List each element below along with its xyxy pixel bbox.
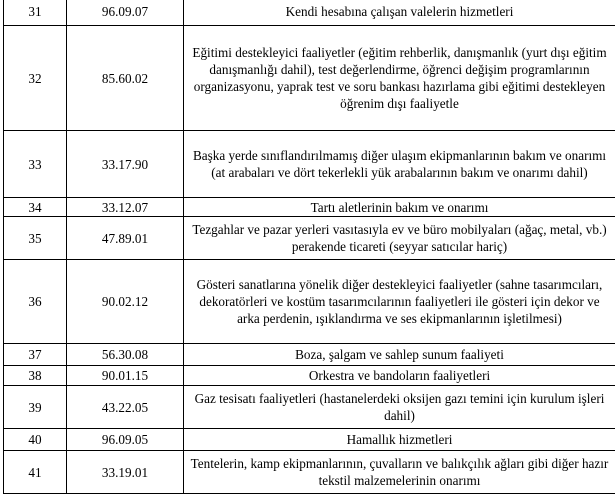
activity-code-table (3, 0, 615, 494)
table-row (4, 0, 615, 26)
activity-description: Kendi hesabına çalışan valelerin hizmetleri (184, 0, 615, 26)
nace-code: 85.60.02 (67, 26, 184, 131)
nace-code: 33.19.01 (67, 451, 184, 494)
table-row (4, 386, 615, 429)
activity-description: Eğitimi destekleyici faaliyetler (eğitim rehberlik, danışmanlık (yurt dışı eğitim danışmanlığı dahil), test değerlendirme, öğrenci değişim programlarının organizasyonu, yaprak test ve soru bankası hazırlama gibi eğitimi destekleyen öğrenim dışı faaliyetle (184, 26, 615, 131)
row-number: 32 (4, 26, 67, 131)
table-row (4, 344, 615, 366)
table-row (4, 451, 615, 494)
table-row (4, 26, 615, 131)
activity-description: Boza, şalgam ve sahlep sunum faaliyeti (184, 344, 615, 366)
activity-description: Tezgahlar ve pazar yerleri vasıtasıyla ev ve büro mobilyaları (ağaç, metal, vb.) perakende ticareti (seyyar satıcılar hariç) (184, 217, 615, 260)
activity-description: Gösteri sanatlarına yönelik diğer destekleyici faaliyetler (sahne tasarımcıları, dekoratörleri ve kostüm tasarımcılarının faaliyetleri ile gösteri için dekor ve arka perdenin, ışıklandırma ve ses ekipmanlarının işletilmesi) (184, 260, 615, 344)
row-number: 40 (4, 429, 67, 451)
nace-code: 56.30.08 (67, 344, 184, 366)
activity-description: Başka yerde sınıflandırılmamış diğer ulaşım ekipmanlarının bakım ve onarımı (at arabaları ve dört tekerlekli yük arabalarının bakım ve onarımı dahil) (184, 131, 615, 198)
table-row (4, 260, 615, 344)
table-row (4, 366, 615, 386)
table-row (4, 429, 615, 451)
nace-code: 90.01.15 (67, 366, 184, 386)
row-number: 35 (4, 217, 67, 260)
nace-code: 90.02.12 (67, 260, 184, 344)
table-row (4, 131, 615, 198)
row-number: 36 (4, 260, 67, 344)
activity-description: Tentelerin, kamp ekipmanlarının, çuvalların ve balıkçılık ağları gibi diğer hazır tekstil malzemelerinin onarımı (184, 451, 615, 494)
nace-code: 43.22.05 (67, 386, 184, 429)
activity-description: Orkestra ve bandoların faaliyetleri (184, 366, 615, 386)
table-row (4, 217, 615, 260)
row-number: 39 (4, 386, 67, 429)
activity-description: Hamallık hizmetleri (184, 429, 615, 451)
nace-code: 33.12.07 (67, 198, 184, 217)
row-number: 41 (4, 451, 67, 494)
row-number: 31 (4, 0, 67, 26)
row-number: 34 (4, 198, 67, 217)
activity-description: Tartı aletlerinin bakım ve onarımı (184, 198, 615, 217)
nace-code: 47.89.01 (67, 217, 184, 260)
activity-description: Gaz tesisatı faaliyetleri (hastanelerdeki oksijen gazı temini için kurulum işleri dahil) (184, 386, 615, 429)
table-row (4, 198, 615, 217)
nace-code: 96.09.05 (67, 429, 184, 451)
row-number: 38 (4, 366, 67, 386)
nace-code: 33.17.90 (67, 131, 184, 198)
nace-code: 96.09.07 (67, 0, 184, 26)
row-number: 37 (4, 344, 67, 366)
row-number: 33 (4, 131, 67, 198)
